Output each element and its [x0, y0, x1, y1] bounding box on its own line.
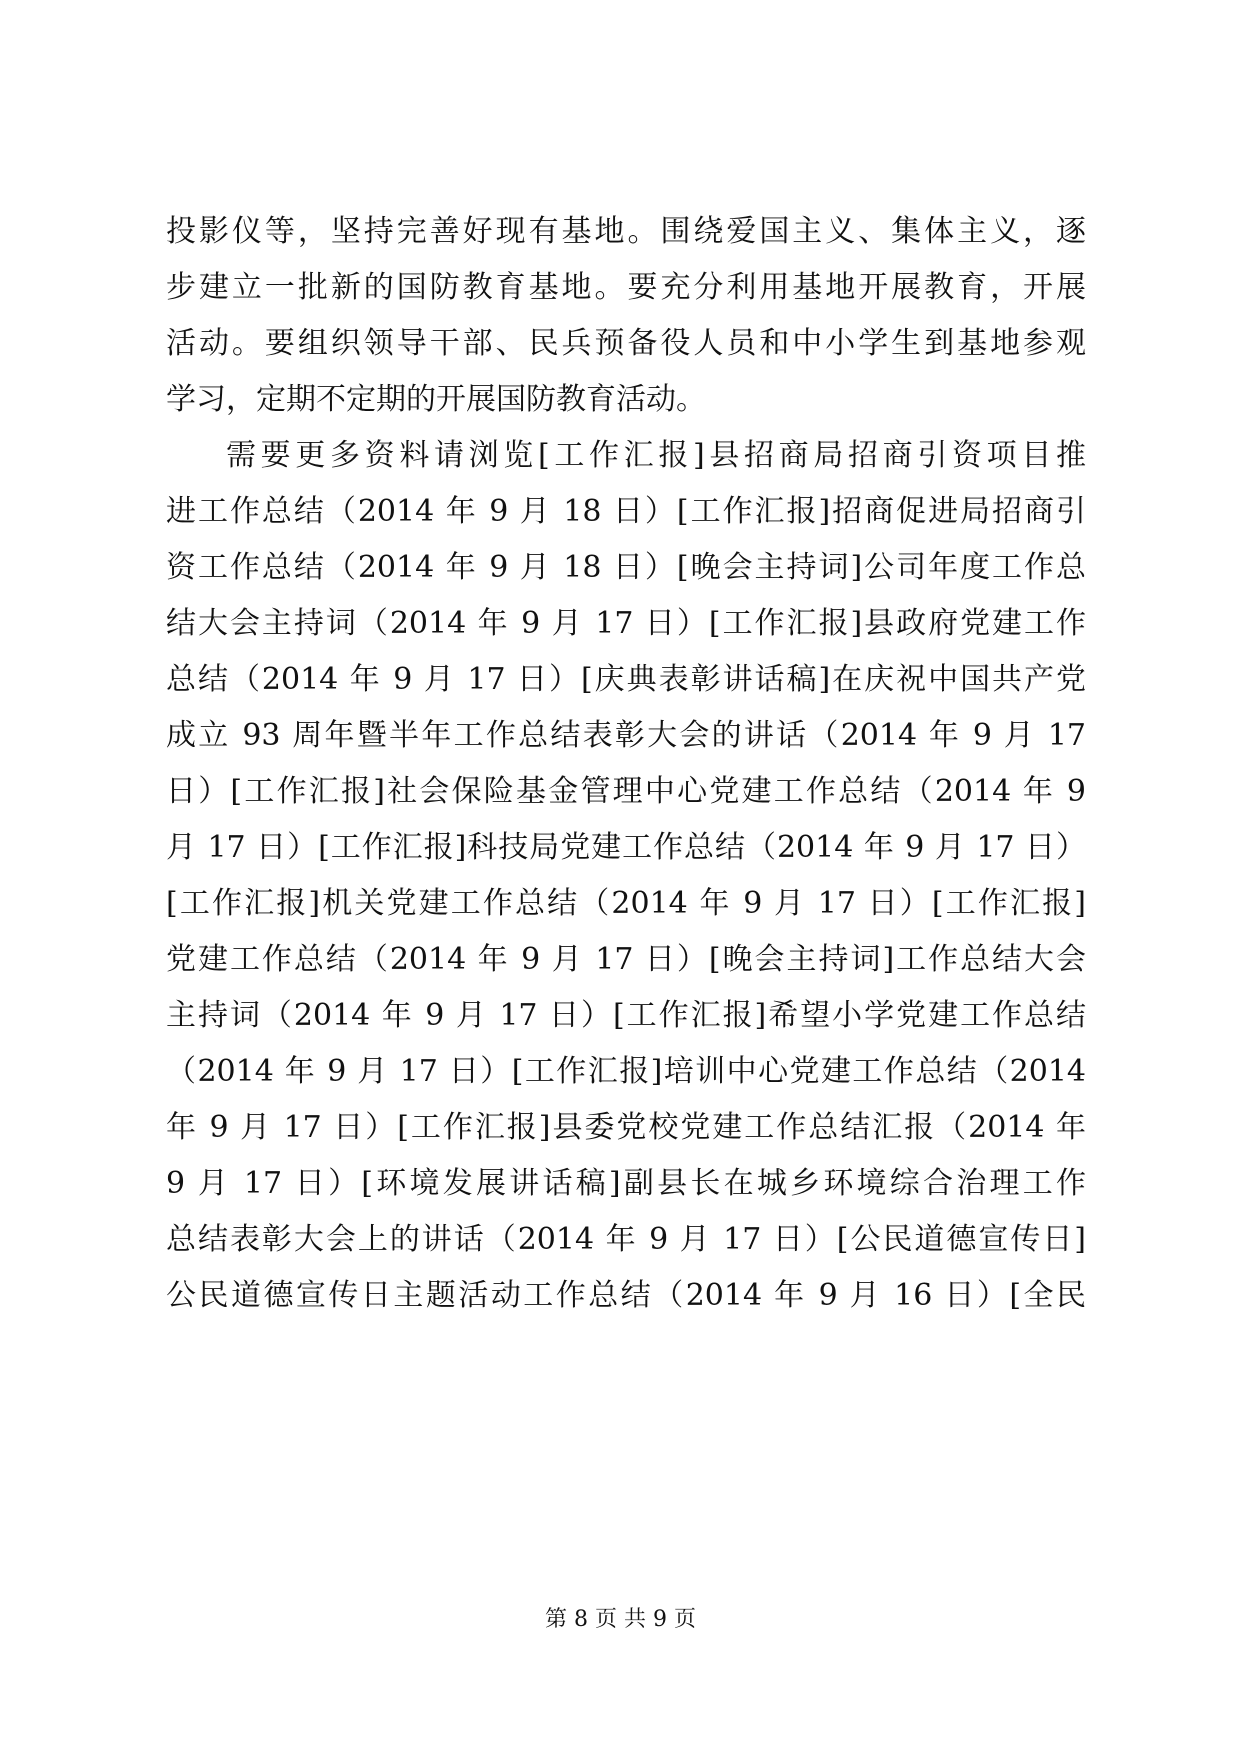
paragraph-2-line-16: 公民道德宣传日主题活动工作总结（2014 年 9 月 16 日）[全民 — [166, 1278, 1086, 1313]
paragraph-2-line-5: 总结（2014 年 9 月 17 日）[庆典表彰讲话稿]在庆祝中国共产党 — [166, 662, 1086, 697]
paragraph-2-line-3: 资工作总结（2014 年 9 月 18 日）[晚会主持词]公司年度工作总 — [166, 550, 1086, 585]
paragraph-2-line-7: 日）[工作汇报]社会保险基金管理中心党建工作总结（2014 年 9 — [166, 774, 1086, 809]
paragraph-2-line-15: 总结表彰大会上的讲话（2014 年 9 月 17 日）[公民道德宣传日] — [166, 1222, 1086, 1257]
paragraph-1-line-4: 学习，定期不定期的开展国防教育活动。 — [166, 382, 706, 417]
paragraph-2-line-14: 9 月 17 日）[环境发展讲话稿]副县长在城乡环境综合治理工作 — [166, 1166, 1086, 1201]
paragraph-2-line-2: 进工作总结（2014 年 9 月 18 日）[工作汇报]招商促进局招商引 — [166, 494, 1086, 529]
page-number-footer: 第 8 页 共 9 页 — [545, 1607, 696, 1632]
paragraph-2-line-12: （2014 年 9 月 17 日）[工作汇报]培训中心党建工作总结（2014 — [166, 1054, 1086, 1089]
paragraph-2-line-4: 结大会主持词（2014 年 9 月 17 日）[工作汇报]县政府党建工作 — [166, 606, 1086, 641]
paragraph-2-line-9: [工作汇报]机关党建工作总结（2014 年 9 月 17 日）[工作汇报] — [166, 886, 1086, 921]
paragraph-1-line-2: 步建立一批新的国防教育基地。要充分利用基地开展教育，开展 — [166, 270, 1086, 305]
paragraph-1-line-1: 投影仪等，坚持完善好现有基地。围绕爱国主义、集体主义，逐 — [166, 214, 1086, 249]
paragraph-2-line-11: 主持词（2014 年 9 月 17 日）[工作汇报]希望小学党建工作总结 — [166, 998, 1086, 1033]
paragraph-2-line-6: 成立 93 周年暨半年工作总结表彰大会的讲话（2014 年 9 月 17 — [166, 718, 1086, 753]
paragraph-2-line-10: 党建工作总结（2014 年 9 月 17 日）[晚会主持词]工作总结大会 — [166, 942, 1086, 977]
paragraph-2-line-1: 需要更多资料请浏览[工作汇报]县招商局招商引资项目推 — [226, 438, 1086, 473]
paragraph-2-line-8: 月 17 日）[工作汇报]科技局党建工作总结（2014 年 9 月 17 日） — [166, 830, 1086, 865]
paragraph-2-line-13: 年 9 月 17 日）[工作汇报]县委党校党建工作总结汇报（2014 年 — [166, 1110, 1086, 1145]
paragraph-1-line-3: 活动。要组织领导干部、民兵预备役人员和中小学生到基地参观 — [166, 326, 1086, 361]
